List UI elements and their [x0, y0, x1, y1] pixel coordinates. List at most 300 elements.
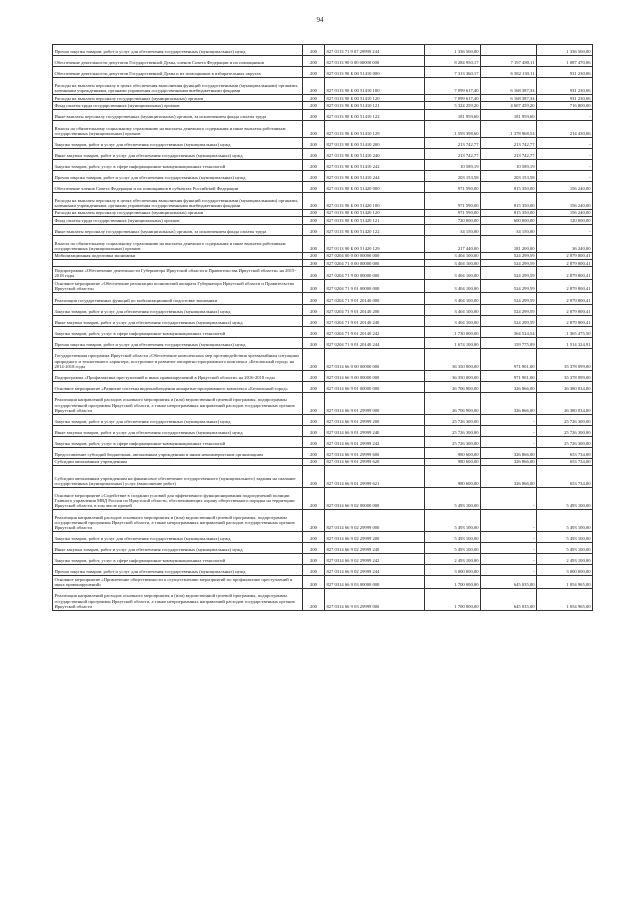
row-line-code: 200 [303, 95, 325, 102]
row-unexecuted-amount: 156 240,00 [537, 192, 593, 209]
row-budget-classification-code: 827 0314 66 9 02 29999 000 [325, 509, 425, 531]
table-row [53, 170, 593, 181]
row-description: Обеспечение членов Совета Федерации и их помощников в субъектах Российской Федерации [53, 181, 303, 192]
row-unexecuted-amount: 3 000 000,00 [537, 564, 593, 575]
row-approved-amount: 720 000,00 [425, 217, 481, 224]
row-unexecuted-amount: 1 054 965,00 [537, 575, 593, 588]
row-line-code: 200 [303, 259, 325, 266]
row-description: Реализация государственных функций по мобилизационной подготовке экономики [53, 292, 303, 304]
row-description: Расходы на выплаты персоналу государственных (муниципальных) органов [53, 95, 303, 102]
row-budget-classification-code: 827 0113 90 Б 00 51420 122 [325, 224, 425, 235]
table-row [53, 509, 593, 531]
row-budget-classification-code: 827 0113 90 0 00 00000 000 [325, 56, 425, 67]
row-budget-classification-code: 827 0314 66 9 01 29999 240 [325, 425, 425, 436]
table-row [53, 465, 593, 487]
row-executed-amount: 971 901,00 [481, 348, 537, 370]
row-unexecuted-amount: 931 230,06 [537, 78, 593, 95]
row-line-code: 200 [303, 78, 325, 95]
row-budget-classification-code: 827 0113 90 Б 00 51410 122 [325, 109, 425, 120]
row-budget-classification-code: 827 0314 66 9 01 29999 620 [325, 458, 425, 465]
row-executed-amount: 600 000,00 [481, 217, 537, 224]
row-budget-classification-code: 827 0113 90 Б 00 51410 244 [325, 170, 425, 181]
row-budget-classification-code: 827 0113 71 9 07 29999 244 [325, 45, 425, 56]
table-row [53, 235, 593, 252]
row-approved-amount: 3 404 100,00 [425, 292, 481, 304]
row-executed-amount: 34 150,00 [481, 224, 537, 235]
row-unexecuted-amount: 2 879 800,41 [537, 267, 593, 280]
row-description: Иные закупки товаров, работ и услуг для обеспечения государственных (муниципальных) нужд [53, 148, 303, 159]
row-line-code: 200 [303, 326, 325, 337]
row-description: Субсидии автономным учреждениям на финансовое обеспечение государственного (муниципального) задания на оказание государственных (муниципальных) услуг (выполнение работ) [53, 465, 303, 487]
table-row [53, 304, 593, 315]
row-unexecuted-amount: 5 493 100,00 [537, 487, 593, 509]
row-description [53, 259, 303, 266]
row-executed-amount: 364 524,54 [481, 326, 537, 337]
row-approved-amount: 5 324 259,20 [425, 102, 481, 109]
table-row [53, 252, 593, 259]
row-executed-amount: 524 299,59 [481, 304, 537, 315]
row-executed-amount: - [481, 553, 537, 564]
row-description: Основное мероприятие «Содействие в создании условий для эффективного функционирования подразделений полиции Главного управления МВД России по Иркутской области, обеспечивающих охрану общественного порядка на территории Иркутской области, в том числе прочей [53, 487, 303, 509]
row-budget-classification-code: 827 0314 66 9 00 00000 000 [325, 370, 425, 381]
budget-execution-table [52, 44, 593, 611]
row-budget-classification-code: 827 0314 66 9 01 00000 000 [325, 381, 425, 392]
row-unexecuted-amount: 25 726 300,00 [537, 425, 593, 436]
table-row [53, 224, 593, 235]
row-budget-classification-code: 827 0314 66 9 02 29999 200 [325, 531, 425, 542]
row-unexecuted-amount: - [537, 224, 593, 235]
row-unexecuted-amount: 653 734,00 [537, 458, 593, 465]
row-budget-classification-code: 827 0204 71 9 01 20140 244 [325, 337, 425, 348]
row-approved-amount: 3 404 100,00 [425, 304, 481, 315]
row-unexecuted-amount: 5 493 100,00 [537, 531, 593, 542]
row-line-code: 200 [303, 292, 325, 304]
row-approved-amount: 3 404 100,00 [425, 267, 481, 280]
row-description: Реализация направлений расходов основного мероприятия и (или) ведомственной целевой программы, подпрограммы государственной программы Иркутской области, а также непрограммных направлений расходов государственных органов Иркутской области [53, 392, 303, 414]
row-description: Субсидии автономным учреждениям [53, 458, 303, 465]
row-approved-amount: 7 099 617,40 [425, 95, 481, 102]
row-line-code: 200 [303, 370, 325, 381]
row-budget-classification-code: 827 0113 90 Б 00 51410 000 [325, 67, 425, 78]
row-description: Фонд оплаты труда государственных (муниципальных) органов [53, 102, 303, 109]
table-row [53, 217, 593, 224]
row-description: Расходы на выплаты персоналу в целях обеспечения выполнения функций государственными (муниципальными) органами, казенными учреждениями, органами управления государственными внебюджетными фондами [53, 192, 303, 209]
row-unexecuted-amount: 120 000,00 [537, 217, 593, 224]
row-executed-amount: - [481, 414, 537, 425]
row-budget-classification-code: 827 0204 71 9 00 00000 000 [325, 267, 425, 280]
row-line-code: 200 [303, 542, 325, 553]
table-row [53, 447, 593, 458]
row-budget-classification-code: 827 0113 90 Б 00 51420 100 [325, 192, 425, 209]
row-executed-amount: - [481, 564, 537, 575]
row-budget-classification-code: 827 0113 90 Б 00 51420 129 [325, 235, 425, 252]
table-row [53, 326, 593, 337]
row-unexecuted-amount: 25 726 300,00 [537, 436, 593, 447]
row-approved-amount: 25 726 300,00 [425, 414, 481, 425]
row-executed-amount: - [481, 487, 537, 509]
row-executed-amount: 326 866,00 [481, 381, 537, 392]
row-line-code: 200 [303, 148, 325, 159]
row-approved-amount: 181 959,60 [425, 109, 481, 120]
row-budget-classification-code: 827 0113 90 Б 00 51420 121 [325, 217, 425, 224]
row-approved-amount: 5 493 100,00 [425, 509, 481, 531]
table-row [53, 78, 593, 95]
row-line-code: 200 [303, 315, 325, 326]
table-row [53, 370, 593, 381]
table-row [53, 575, 593, 588]
row-executed-amount: 815 350,00 [481, 181, 537, 192]
row-budget-classification-code: 827 0314 66 9 01 29999 000 [325, 392, 425, 414]
row-description: Основное мероприятие «Привлечение общественности к осуществлению мероприятий по профилактике преступлений и иных правонарушений» [53, 575, 303, 588]
row-executed-amount: - [481, 425, 537, 436]
row-executed-amount [481, 45, 537, 56]
row-line-code: 200 [303, 458, 325, 465]
row-executed-amount: 326 866,00 [481, 392, 537, 414]
table-row [53, 56, 593, 67]
table-row [53, 425, 593, 436]
table-row [53, 192, 593, 209]
row-unexecuted-amount: 2 879 800,41 [537, 315, 593, 326]
row-description: Иные закупки товаров, работ и услуг для обеспечения государственных (муниципальных) нужд [53, 425, 303, 436]
table-row [53, 45, 593, 56]
row-approved-amount: 36 350 000,00 [425, 348, 481, 370]
row-approved-amount: 8 284 950,17 [425, 56, 481, 67]
table-row [53, 120, 593, 137]
row-unexecuted-amount: 1 087 470,06 [537, 56, 593, 67]
row-line-code: 200 [303, 56, 325, 67]
table-row [53, 95, 593, 102]
row-executed-amount: 6 168 387,34 [481, 78, 537, 95]
row-budget-classification-code: 827 0113 90 Б 00 51410 129 [325, 120, 425, 137]
row-description: Расходы на выплаты персоналу в целях обеспечения выполнения функций государственными (муниципальными) органами, казенными учреждениями, органами управления государственными внебюджетными фондами [53, 78, 303, 95]
row-line-code: 200 [303, 575, 325, 588]
row-unexecuted-amount: - [537, 109, 593, 120]
row-executed-amount: 4 607 459,20 [481, 102, 537, 109]
row-budget-classification-code: 827 0113 90 Б 00 51420 120 [325, 209, 425, 216]
row-approved-amount: 3 000 000,00 [425, 564, 481, 575]
row-executed-amount: 326 866,00 [481, 465, 537, 487]
row-unexecuted-amount: 653 734,00 [537, 447, 593, 458]
row-executed-amount: 7 197 480,11 [481, 56, 537, 67]
row-line-code: 200 [303, 337, 325, 348]
row-line-code: 200 [303, 436, 325, 447]
row-executed-amount: 213 742,77 [481, 148, 537, 159]
table-row [53, 531, 593, 542]
table-row [53, 267, 593, 280]
row-description: Закупка товаров, работ, услуг в сфере информационно-коммуникационных технологий [53, 159, 303, 170]
row-description: Закупка товаров, работ, услуг в сфере информационно-коммуникационных технологий [53, 553, 303, 564]
row-executed-amount: 159 775,09 [481, 337, 537, 348]
row-line-code: 200 [303, 224, 325, 235]
row-unexecuted-amount: 214 430,06 [537, 120, 593, 137]
table-row [53, 209, 593, 216]
row-unexecuted-amount: 1 365 475,50 [537, 326, 593, 337]
row-budget-classification-code: 827 0204 71 9 01 20140 242 [325, 326, 425, 337]
row-approved-amount: 26 706 900,00 [425, 381, 481, 392]
row-unexecuted-amount: 2 879 800,41 [537, 292, 593, 304]
row-executed-amount: 6 382 130,11 [481, 67, 537, 78]
row-line-code: 200 [303, 425, 325, 436]
row-description: Иные закупки товаров, работ и услуг для обеспечения государственных (муниципальных) нужд [53, 542, 303, 553]
row-unexecuted-amount: 716 800,00 [537, 102, 593, 109]
table-row [53, 181, 593, 192]
row-approved-amount: 203 153,58 [425, 170, 481, 181]
row-approved-amount: 971 590,00 [425, 192, 481, 209]
row-executed-amount: 524 299,59 [481, 267, 537, 280]
row-unexecuted-amount: 1 514 324,91 [537, 337, 593, 348]
row-budget-classification-code: 827 0113 90 Б 00 51410 200 [325, 137, 425, 148]
row-line-code: 200 [303, 553, 325, 564]
row-unexecuted-amount: 5 493 100,00 [537, 509, 593, 531]
row-line-code: 200 [303, 487, 325, 509]
table-row [53, 542, 593, 553]
row-unexecuted-amount: 26 380 034,00 [537, 381, 593, 392]
row-budget-classification-code: 827 0314 66 0 00 00000 000 [325, 348, 425, 370]
row-budget-classification-code: 827 0314 66 9 02 29999 244 [325, 564, 425, 575]
row-line-code: 200 [303, 67, 325, 78]
row-unexecuted-amount: 156 240,00 [537, 209, 593, 216]
table-row [53, 102, 593, 109]
row-budget-classification-code: 827 0314 66 9 02 00000 000 [325, 487, 425, 509]
row-budget-classification-code: 827 0204 71 9 01 20140 000 [325, 292, 425, 304]
row-approved-amount: 3 404 100,00 [425, 252, 481, 259]
row-executed-amount: 6 168 387,34 [481, 95, 537, 102]
row-description: Фонд оплаты труда государственных (муниципальных) органов [53, 217, 303, 224]
row-executed-amount: 645 035,00 [481, 588, 537, 610]
row-budget-classification-code: 827 0314 66 9 03 00000 000 [325, 575, 425, 588]
row-description: Обеспечение деятельности депутатов Государственной Думы, членов Совета Федерации и их помощников [53, 56, 303, 67]
row-unexecuted-amount: 35 378 099,00 [537, 348, 593, 370]
table-row [53, 564, 593, 575]
row-approved-amount: 3 404 100,00 [425, 279, 481, 292]
row-line-code: 200 [303, 447, 325, 458]
row-executed-amount: 524 299,59 [481, 279, 537, 292]
row-budget-classification-code: 827 0314 66 9 01 29999 200 [325, 414, 425, 425]
row-description: Подпрограмма «Профилактика преступлений и иных правонарушений в Иркутской области» на 2016-2018 годы [53, 370, 303, 381]
row-executed-amount: - [481, 436, 537, 447]
row-description: Мобилизационная подготовка экономики [53, 252, 303, 259]
row-approved-amount: 7 313 360,17 [425, 67, 481, 78]
row-executed-amount: 326 866,00 [481, 447, 537, 458]
row-approved-amount: 980 600,00 [425, 458, 481, 465]
row-budget-classification-code: 827 0113 90 Б 00 51410 100 [325, 78, 425, 95]
row-approved-amount: 26 706 900,00 [425, 392, 481, 414]
page-number: 94 [316, 16, 324, 24]
row-budget-classification-code: 827 0113 90 Б 00 51410 242 [325, 159, 425, 170]
row-budget-classification-code: 827 0314 66 9 03 29999 000 [325, 588, 425, 610]
row-line-code: 200 [303, 209, 325, 216]
row-unexecuted-amount: - [537, 159, 593, 170]
row-approved-amount: 36 350 000,00 [425, 370, 481, 381]
row-line-code: 200 [303, 588, 325, 610]
table-row [53, 487, 593, 509]
row-budget-classification-code: 827 0204 71 9 01 20140 200 [325, 304, 425, 315]
row-approved-amount: 1 593 398,60 [425, 120, 481, 137]
row-budget-classification-code: 827 0314 66 9 01 29999 621 [325, 465, 425, 487]
table-row [53, 292, 593, 304]
row-budget-classification-code: 827 0204 71 9 01 20140 240 [325, 315, 425, 326]
row-unexecuted-amount: 1 054 965,00 [537, 588, 593, 610]
row-unexecuted-amount: 931 230,06 [537, 67, 593, 78]
row-line-code: 200 [303, 109, 325, 120]
row-line-code: 200 [303, 235, 325, 252]
row-unexecuted-amount: - [537, 148, 593, 159]
table-row [53, 381, 593, 392]
row-description: Подпрограмма «Обеспечение деятельности Губернатора Иркутской области и Правительства Иркутской области» на 2015-2018 годы [53, 267, 303, 280]
table-row [53, 436, 593, 447]
row-description: Реализация направлений расходов основного мероприятия и (или) ведомственной целевой программы, подпрограммы государственной программы Иркутской области, а также непрограммных направлений расходов государственных органов Иркутской области [53, 509, 303, 531]
row-line-code: 200 [303, 217, 325, 224]
row-description: Прочая закупка товаров, работ и услуг для обеспечения государственных (муниципальных) нужд [53, 564, 303, 575]
row-approved-amount: 10 589,19 [425, 159, 481, 170]
row-executed-amount: 213 742,77 [481, 137, 537, 148]
row-line-code: 200 [303, 414, 325, 425]
table-body [53, 45, 593, 611]
table-row [53, 109, 593, 120]
row-unexecuted-amount: 2 879 800,41 [537, 259, 593, 266]
row-budget-classification-code: 827 0314 66 9 02 29999 240 [325, 542, 425, 553]
row-approved-amount: 213 742,77 [425, 137, 481, 148]
row-executed-amount: 524 299,59 [481, 292, 537, 304]
row-description: Основное мероприятие «Развитие системы видеонаблюдения аппаратно-программного комплекса «Безопасный город» [53, 381, 303, 392]
row-executed-amount: 203 153,58 [481, 170, 537, 181]
row-budget-classification-code: 827 0204 00 0 00 00000 000 [325, 252, 425, 259]
row-budget-classification-code: 827 0113 90 Б 00 51410 240 [325, 148, 425, 159]
row-unexecuted-amount: 931 230,06 [537, 95, 593, 102]
row-unexecuted-amount: 653 734,00 [537, 465, 593, 487]
row-line-code: 200 [303, 392, 325, 414]
row-description: Закупка товаров, работ и услуг для обеспечения государственных (муниципальных) нужд [53, 304, 303, 315]
row-unexecuted-amount: 36 240,00 [537, 235, 593, 252]
row-approved-amount: 25 726 300,00 [425, 436, 481, 447]
row-budget-classification-code: 827 0113 90 Б 00 51420 000 [325, 181, 425, 192]
row-executed-amount: - [481, 509, 537, 531]
table-row [53, 259, 593, 266]
row-executed-amount: 815 350,00 [481, 209, 537, 216]
row-unexecuted-amount: 26 380 034,00 [537, 392, 593, 414]
row-executed-amount: 10 589,19 [481, 159, 537, 170]
table-row [53, 67, 593, 78]
row-approved-amount: 5 493 100,00 [425, 542, 481, 553]
row-budget-classification-code: 827 0314 66 9 01 29999 242 [325, 436, 425, 447]
row-approved-amount: 7 099 617,40 [425, 78, 481, 95]
row-description: Государственная программа Иркутской области «Обеспечение комплексных мер противодействия чрезвычайным ситуациям природного и техногенного характера, построение и развитие аппаратно-программного комплекса «Безопасный город» на 2014-2018 годы [53, 348, 303, 370]
row-description: Закупка товаров, работ и услуг для обеспечения государственных (муниципальных) нужд [53, 414, 303, 425]
row-executed-amount: 645 035,00 [481, 575, 537, 588]
row-executed-amount: 524 299,59 [481, 252, 537, 259]
row-approved-amount: 980 600,00 [425, 465, 481, 487]
row-unexecuted-amount: 25 726 300,00 [537, 414, 593, 425]
table-row [53, 337, 593, 348]
table-row [53, 392, 593, 414]
row-description: Иные выплаты персоналу государственных (муниципальных) органов, за исключением фонда оплаты труда [53, 224, 303, 235]
row-executed-amount: 181 200,00 [481, 235, 537, 252]
table-row [53, 137, 593, 148]
row-executed-amount: - [481, 531, 537, 542]
row-approved-amount: 971 590,00 [425, 209, 481, 216]
row-line-code: 200 [303, 381, 325, 392]
row-line-code: 200 [303, 45, 325, 56]
row-description: Закупка товаров, работ и услуг для обеспечения государственных (муниципальных) нужд [53, 531, 303, 542]
table-row [53, 588, 593, 610]
table-row [53, 159, 593, 170]
row-approved-amount: 3 404 100,00 [425, 259, 481, 266]
row-approved-amount: 5 493 100,00 [425, 487, 481, 509]
row-executed-amount: 971 901,00 [481, 370, 537, 381]
row-approved-amount: 5 493 100,00 [425, 531, 481, 542]
row-line-code: 200 [303, 252, 325, 259]
row-approved-amount: 34 150,00 [425, 224, 481, 235]
row-description: Основное мероприятие «Обеспечение реализации полномочий аппарата Губернатора Иркутской области и Правительства Иркутской области» [53, 279, 303, 292]
row-executed-amount: 524 299,59 [481, 315, 537, 326]
row-executed-amount: - [481, 542, 537, 553]
row-unexecuted-amount: - [537, 170, 593, 181]
row-executed-amount: 326 866,00 [481, 458, 537, 465]
row-line-code: 200 [303, 159, 325, 170]
table-row [53, 148, 593, 159]
row-description: Прочая закупка товаров, работ и услуг для обеспечения государственных (муниципальных) нужд [53, 170, 303, 181]
row-unexecuted-amount: 2 879 800,41 [537, 279, 593, 292]
row-unexecuted-amount: 2 879 800,41 [537, 252, 593, 259]
row-unexecuted-amount: 2 493 100,00 [537, 553, 593, 564]
row-line-code: 200 [303, 279, 325, 292]
row-line-code: 200 [303, 304, 325, 315]
row-budget-classification-code: 827 0314 66 9 01 29999 600 [325, 447, 425, 458]
row-line-code: 200 [303, 102, 325, 109]
row-description: Взносы по обязательному социальному страхованию на выплаты денежного содержания и иные выплаты работникам государственных (муниципальных) органов [53, 120, 303, 137]
row-executed-amount: 524 299,59 [481, 259, 537, 266]
row-description: Прочая закупка товаров, работ и услуг для обеспечения государственных (муниципальных) нужд [53, 45, 303, 56]
row-budget-classification-code: 827 0204 71 0 00 00000 000 [325, 259, 425, 266]
row-approved-amount: 980 600,00 [425, 447, 481, 458]
row-executed-amount: 1 378 968,54 [481, 120, 537, 137]
row-description: Обеспечение деятельности депутатов Государственной Думы и их помощников в избирательных округах [53, 67, 303, 78]
row-description: Иные выплаты персоналу государственных (муниципальных) органов, за исключением фонда оплаты труда [53, 109, 303, 120]
row-approved-amount: 1 674 100,00 [425, 337, 481, 348]
table-row [53, 348, 593, 370]
row-unexecuted-amount: 1 336 500,00 [537, 45, 593, 56]
row-line-code: 200 [303, 267, 325, 280]
row-description: Закупка товаров, работ, услуг в сфере информационно-коммуникационных технологий [53, 326, 303, 337]
row-approved-amount: 1 700 000,00 [425, 588, 481, 610]
row-unexecuted-amount: 5 493 100,00 [537, 542, 593, 553]
row-description: Взносы по обязательному социальному страхованию на выплаты денежного содержания и иные выплаты работникам государственных (муниципальных) органов [53, 235, 303, 252]
row-description: Закупка товаров, работ, услуг в сфере информационно-коммуникационных технологий [53, 436, 303, 447]
table-row [53, 553, 593, 564]
row-line-code: 200 [303, 192, 325, 209]
row-approved-amount: 217 440,00 [425, 235, 481, 252]
row-line-code: 200 [303, 531, 325, 542]
row-line-code: 200 [303, 120, 325, 137]
row-approved-amount: 1 730 000,00 [425, 326, 481, 337]
row-approved-amount: 25 726 300,00 [425, 425, 481, 436]
table-row [53, 414, 593, 425]
row-unexecuted-amount: 35 378 099,00 [537, 370, 593, 381]
row-budget-classification-code: 827 0204 71 9 01 00000 000 [325, 279, 425, 292]
row-line-code: 200 [303, 170, 325, 181]
row-line-code: 200 [303, 564, 325, 575]
row-unexecuted-amount: 2 879 800,41 [537, 304, 593, 315]
row-approved-amount: 1 336 500,00 [425, 45, 481, 56]
table-row [53, 279, 593, 292]
row-approved-amount: 2 493 100,00 [425, 553, 481, 564]
row-budget-classification-code: 827 0314 66 9 02 29999 242 [325, 553, 425, 564]
row-line-code: 200 [303, 465, 325, 487]
row-description: Предоставление субсидий бюджетным, автономным учреждениям и иным некоммерческим организациям [53, 447, 303, 458]
row-approved-amount: 213 742,77 [425, 148, 481, 159]
row-line-code: 200 [303, 181, 325, 192]
row-line-code: 200 [303, 348, 325, 370]
